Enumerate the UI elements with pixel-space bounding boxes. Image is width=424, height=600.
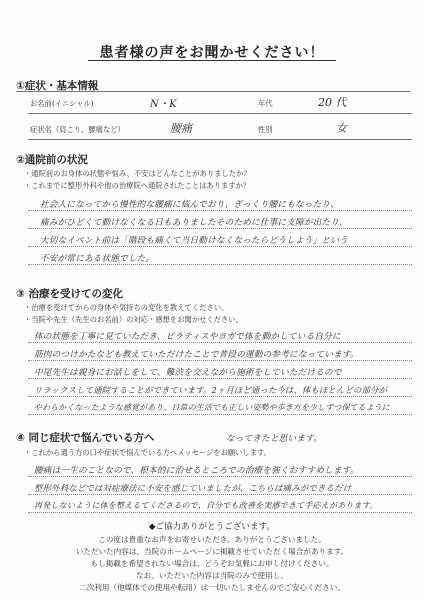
section3-answer-line-5: やわらかくなったような感覚があり、日常の生活でも正しい姿勢や歩き方を少しずつ保てるように (34, 403, 390, 412)
footer-line-1: この度は貴重なお声をお寄せいただき、ありがとうございました。 (98, 535, 326, 544)
section4-heading: ④ 同じ症状で悩んでいる方へ (16, 432, 155, 444)
name-row-line (28, 113, 412, 114)
name-value: N・K (150, 99, 177, 110)
answer-rule (28, 210, 412, 211)
answer-rule (28, 476, 412, 477)
answer-rule (28, 264, 412, 265)
section2-answer-line-3: 大切なイベント前は「階段も痛くて当日動けなくなったらどうしよう」という (40, 236, 348, 246)
age-value: 20 代 (318, 96, 347, 109)
answer-rule (28, 512, 412, 513)
answer-rule (28, 342, 412, 343)
page-title: 患者様の声をお聞かせください！ (99, 45, 325, 61)
footer-line-4: なお、いただいた内容は当院のみで使用し、 (136, 571, 288, 580)
section4-question-1: ・これから通う方の口や症状で悩んでいる方へメッセージをお願いします。 (24, 448, 272, 457)
answer-rule (28, 396, 412, 397)
footer-line-2: いただいた内容は、当院のホームページに掲載させていただく場合があります。 (75, 547, 349, 556)
section4-answer-line-1: 腰痛は一生のことなので、根本的に治せるところでの治療を強くおすすめします。 (34, 466, 359, 476)
section2-answer-line-4: 不安が常にある状態でした。 (40, 254, 155, 264)
section2-heading: ②通院前の状況 (16, 154, 88, 166)
gender-label: 性別 (258, 125, 273, 134)
footer-line-5: 二次利用（他媒体での使用や転用）は一切いたしませんのでご安心ください。 (79, 583, 345, 592)
section3-answer-line-1: 体の状態を丁寧に見ていただき、ピラティスやヨガで体を動かしている自分に (34, 332, 341, 342)
section3-heading: ③ 治療を受けての変化 (16, 288, 124, 300)
answer-rule (28, 494, 412, 495)
section1-rule (16, 91, 410, 92)
name-label: お名前(イニシャル) (30, 99, 94, 108)
gender-value: 女 (336, 122, 347, 135)
symptom-label: 症状名（肩こり、腰痛など） (30, 125, 125, 134)
section2-answer-line-1: 社会人になってから慢性的な腰痛に悩んでおり、ぎっくり腰にもなったり、 (40, 200, 339, 210)
section4-answer-line-3: 再発しないように体を整えるてくださるので、自分でも改善を実感できて手応えがあります。 (34, 501, 378, 510)
section3-question-2: ・当院や先生（先生のお名前）の対応・感想をお聞かせください。 (24, 315, 243, 324)
footer-line-3: もし掲載を希望されない場合は、どうぞお気軽にお申し付けください。 (90, 559, 334, 568)
answer-rule (28, 414, 412, 415)
answer-rule (28, 360, 412, 361)
section1-heading: ①症状・基本情報 (16, 80, 99, 92)
section2-question-2: ・これまでに整形外科や他の治療院へ通院されたことはありますか？ (24, 181, 251, 190)
answer-rule (28, 228, 412, 229)
section3-answer-tail: なってきたと思います。 (226, 434, 323, 444)
section3-answer-line-3: 中尾先生は親身にお話しをして、難渋を交えながら施術をしていただけるので (34, 368, 342, 378)
age-label: 年代 (258, 99, 273, 108)
answer-rule (28, 378, 412, 379)
section3-answer-line-4: リラックスして通院することができています。2ヶ月ほど通った今は、体もほとんどの部分が (34, 385, 387, 395)
section4-answer-line-2: 整形外科などでは対症療法に不安を感じていましたが、こちらは痛みができるだけ (34, 483, 352, 493)
section2-answer-line-2: 痛みがひどくて動けなくなる日もありましたそのために仕事に支障が出たり、 (40, 218, 348, 228)
thanks-message: ◆ご協力ありがとうございます。 (148, 522, 276, 532)
symptom-value: 腰痛 (170, 122, 192, 135)
symptom-row-line (28, 139, 412, 140)
section2-question-1: ・通院前のお身体の状態や悩み、不安はどんなことがありましたか？ (24, 169, 251, 178)
title-underline (88, 60, 336, 61)
answer-rule (28, 246, 412, 247)
section3-answer-line-2: 筋肉のつけかたなども教えていただけたことで普段の運動の参考になっています。 (34, 350, 359, 360)
section3-question-1: ・治療を受けてからの身体や気持ちの変化を教えてください。 (24, 303, 229, 312)
